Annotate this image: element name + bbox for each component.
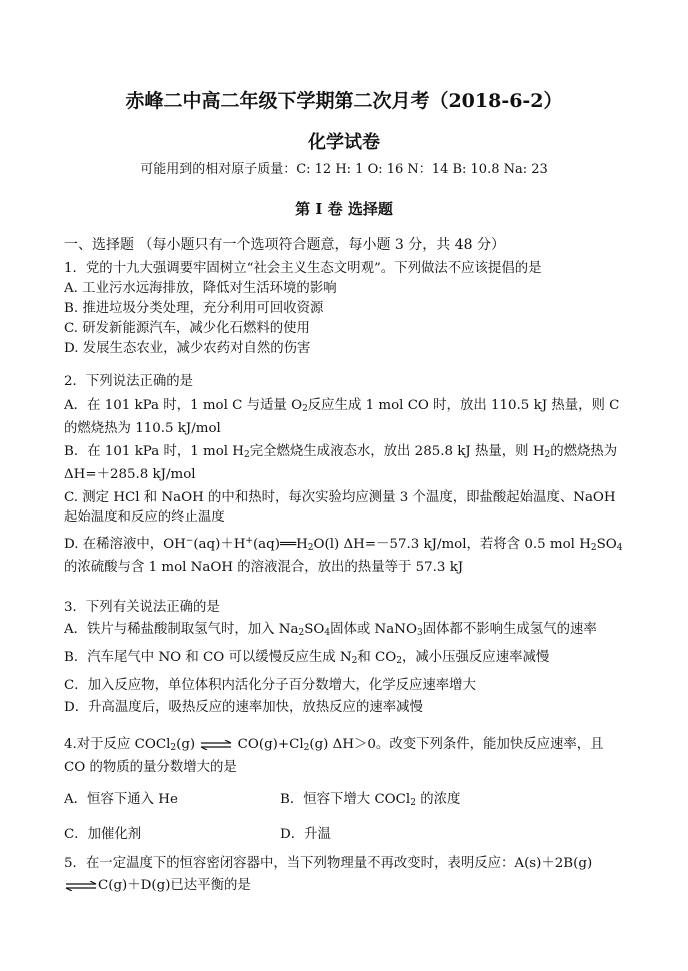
reversible-arrow-icon	[64, 881, 98, 891]
subscript: 2	[590, 543, 597, 553]
subscript: 4	[616, 543, 623, 553]
question-5	[64, 854, 624, 896]
text: 完全燃烧生成液态水，放出 285.8 kJ 热量，则 H	[249, 444, 545, 459]
text: (aq)＋H	[193, 537, 246, 552]
text: SO	[596, 537, 617, 552]
question-4	[64, 735, 624, 845]
exam-subtitle: 化学试卷	[308, 132, 380, 153]
text: SO	[304, 622, 325, 637]
question-2-option-b-cont: ΔH=＋285.8 kJ/mol	[64, 467, 196, 482]
text: 反应生成 1 mol CO 时，放出 110.5 kJ 热量，则 C	[307, 398, 620, 413]
question-4-options-row-2	[64, 825, 624, 845]
question-1-option-a: A. 工业污水远海排放，降低对生活环境的影响	[64, 281, 337, 296]
text: 的燃烧热为	[550, 444, 618, 459]
text: (aq)══H	[252, 537, 308, 552]
question-4-option-d: D．升温	[280, 827, 331, 842]
superscript: +	[245, 536, 253, 546]
question-2-option-b	[64, 442, 624, 465]
superscript: −	[185, 536, 194, 546]
question-1-option-b: B. 推进垃圾分类处理，充分利用可回收资源	[64, 301, 324, 316]
subscript: 3	[416, 628, 423, 638]
question-2-option-d	[64, 531, 624, 558]
text: 4.对于反应 COCl	[64, 737, 171, 752]
section-title: 第 I 卷 选择题	[295, 200, 393, 218]
text: O(l) ΔH=－57.3 kJ/mol，若将含 0.5 mol H	[313, 537, 591, 552]
question-2-option-c-cont: 起始温度和反应的终止温度	[64, 510, 225, 525]
question-1-stem: 1．党的十九大强调要牢固树立“社会主义生态文明观”。下列做法不应该提倡的是	[64, 261, 542, 276]
question-4-option-a: A．恒容下通入 He	[64, 792, 178, 807]
subscript: 2	[302, 404, 308, 414]
question-5-stem: 5．在一定温度下的恒容密闭容器中，当下列物理量不再改变时，表明反应：A(s)＋2B(g)	[64, 856, 593, 871]
question-3-option-a	[64, 620, 624, 643]
text: ，减小压强反应速率减慢	[401, 650, 550, 665]
text: C(g)＋D(g)已达平衡的是	[98, 878, 251, 893]
text: 的浓度	[415, 792, 461, 807]
subscript: 4	[324, 628, 331, 638]
question-3-option-c: C．加入反应物，单位体积内活化分子百分数增大，化学反应速率增大	[64, 678, 476, 693]
question-2-option-a	[64, 396, 624, 419]
question-4-stem-cont: CO 的物质的量分数增大的是	[64, 760, 237, 775]
question-4-option-b	[280, 790, 460, 813]
text: B．汽车尾气中 NO 和 CO 可以缓慢反应生成 N	[64, 650, 352, 665]
question-4-option-c: C．加催化剂	[64, 827, 142, 842]
question-3-option-b	[64, 648, 624, 671]
text: (g)	[176, 737, 196, 752]
text: D. 在稀溶液中，OH	[64, 537, 186, 552]
subscript: 2	[170, 743, 177, 753]
question-4-stem	[64, 735, 624, 758]
subscript: 2	[307, 543, 314, 553]
reversible-arrow-icon	[199, 740, 233, 750]
question-3	[64, 598, 624, 718]
subscript: 2	[298, 628, 305, 638]
text: 固体都不影响生成氢气的速率	[422, 622, 597, 637]
question-1-option-c: C. 研发新能源汽车，减少化石燃料的使用	[64, 321, 310, 336]
question-2-option-a-cont: 的燃烧热为 110.5 kJ/mol	[64, 421, 221, 436]
text: A．铁片与稀盐酸制取氢气时，加入 Na	[64, 622, 299, 637]
subscript: 2	[396, 656, 402, 666]
text: 和 CO	[357, 650, 397, 665]
question-3-stem: 3．下列有关说法正确的是	[64, 600, 220, 615]
text: B．在 101 kPa 时，1 mol H	[64, 444, 244, 459]
atomic-masses: 可能用到的相对原子质量：C: 12 H: 1 O: 16 N：14 B: 10.8 Na: 23	[140, 162, 548, 177]
question-3-option-d: D．升高温度后，吸热反应的速率加快，放热反应的速率减慢	[64, 700, 423, 715]
question-5-stem-cont	[64, 876, 624, 896]
text: 固体或 NaNO	[330, 622, 417, 637]
question-2-stem: 2．下列说法正确的是	[64, 374, 194, 389]
text: A．在 101 kPa 时，1 mol C 与适量 O	[64, 398, 303, 413]
subscript: 2	[410, 798, 416, 808]
question-2	[64, 372, 624, 578]
subscript: 2	[244, 450, 250, 460]
question-1	[64, 259, 624, 359]
question-1-option-d: D. 发展生态农业，减少农药对自然的伤害	[64, 341, 311, 356]
subscript: 2	[351, 656, 358, 666]
section-instructions: 一、选择题 （每小题只有一个选项符合题意，每小题 3 分，共 48 分）	[64, 237, 505, 253]
text: B．恒容下增大 COCl	[280, 792, 411, 807]
exam-title: 赤峰二中高二年级下学期第二次月考（2018-6-2）	[125, 90, 563, 112]
question-4-options-row-1	[64, 790, 624, 813]
subscript: 2	[303, 743, 310, 753]
question-2-option-d-cont: 的浓硫酸与含 1 mol NaOH 的溶液混合，放出的热量等于 57.3 kJ	[64, 560, 464, 575]
subscript: 2	[544, 450, 551, 460]
question-2-option-c: C. 测定 HCl 和 NaOH 的中和热时，每次实验均应测量 3 个温度，即盐酸起始温度、NaOH	[64, 490, 616, 505]
text: CO(g)+Cl	[237, 737, 304, 752]
text: (g) ΔH＞0。改变下列条件，能加快反应速率，且	[309, 737, 604, 752]
